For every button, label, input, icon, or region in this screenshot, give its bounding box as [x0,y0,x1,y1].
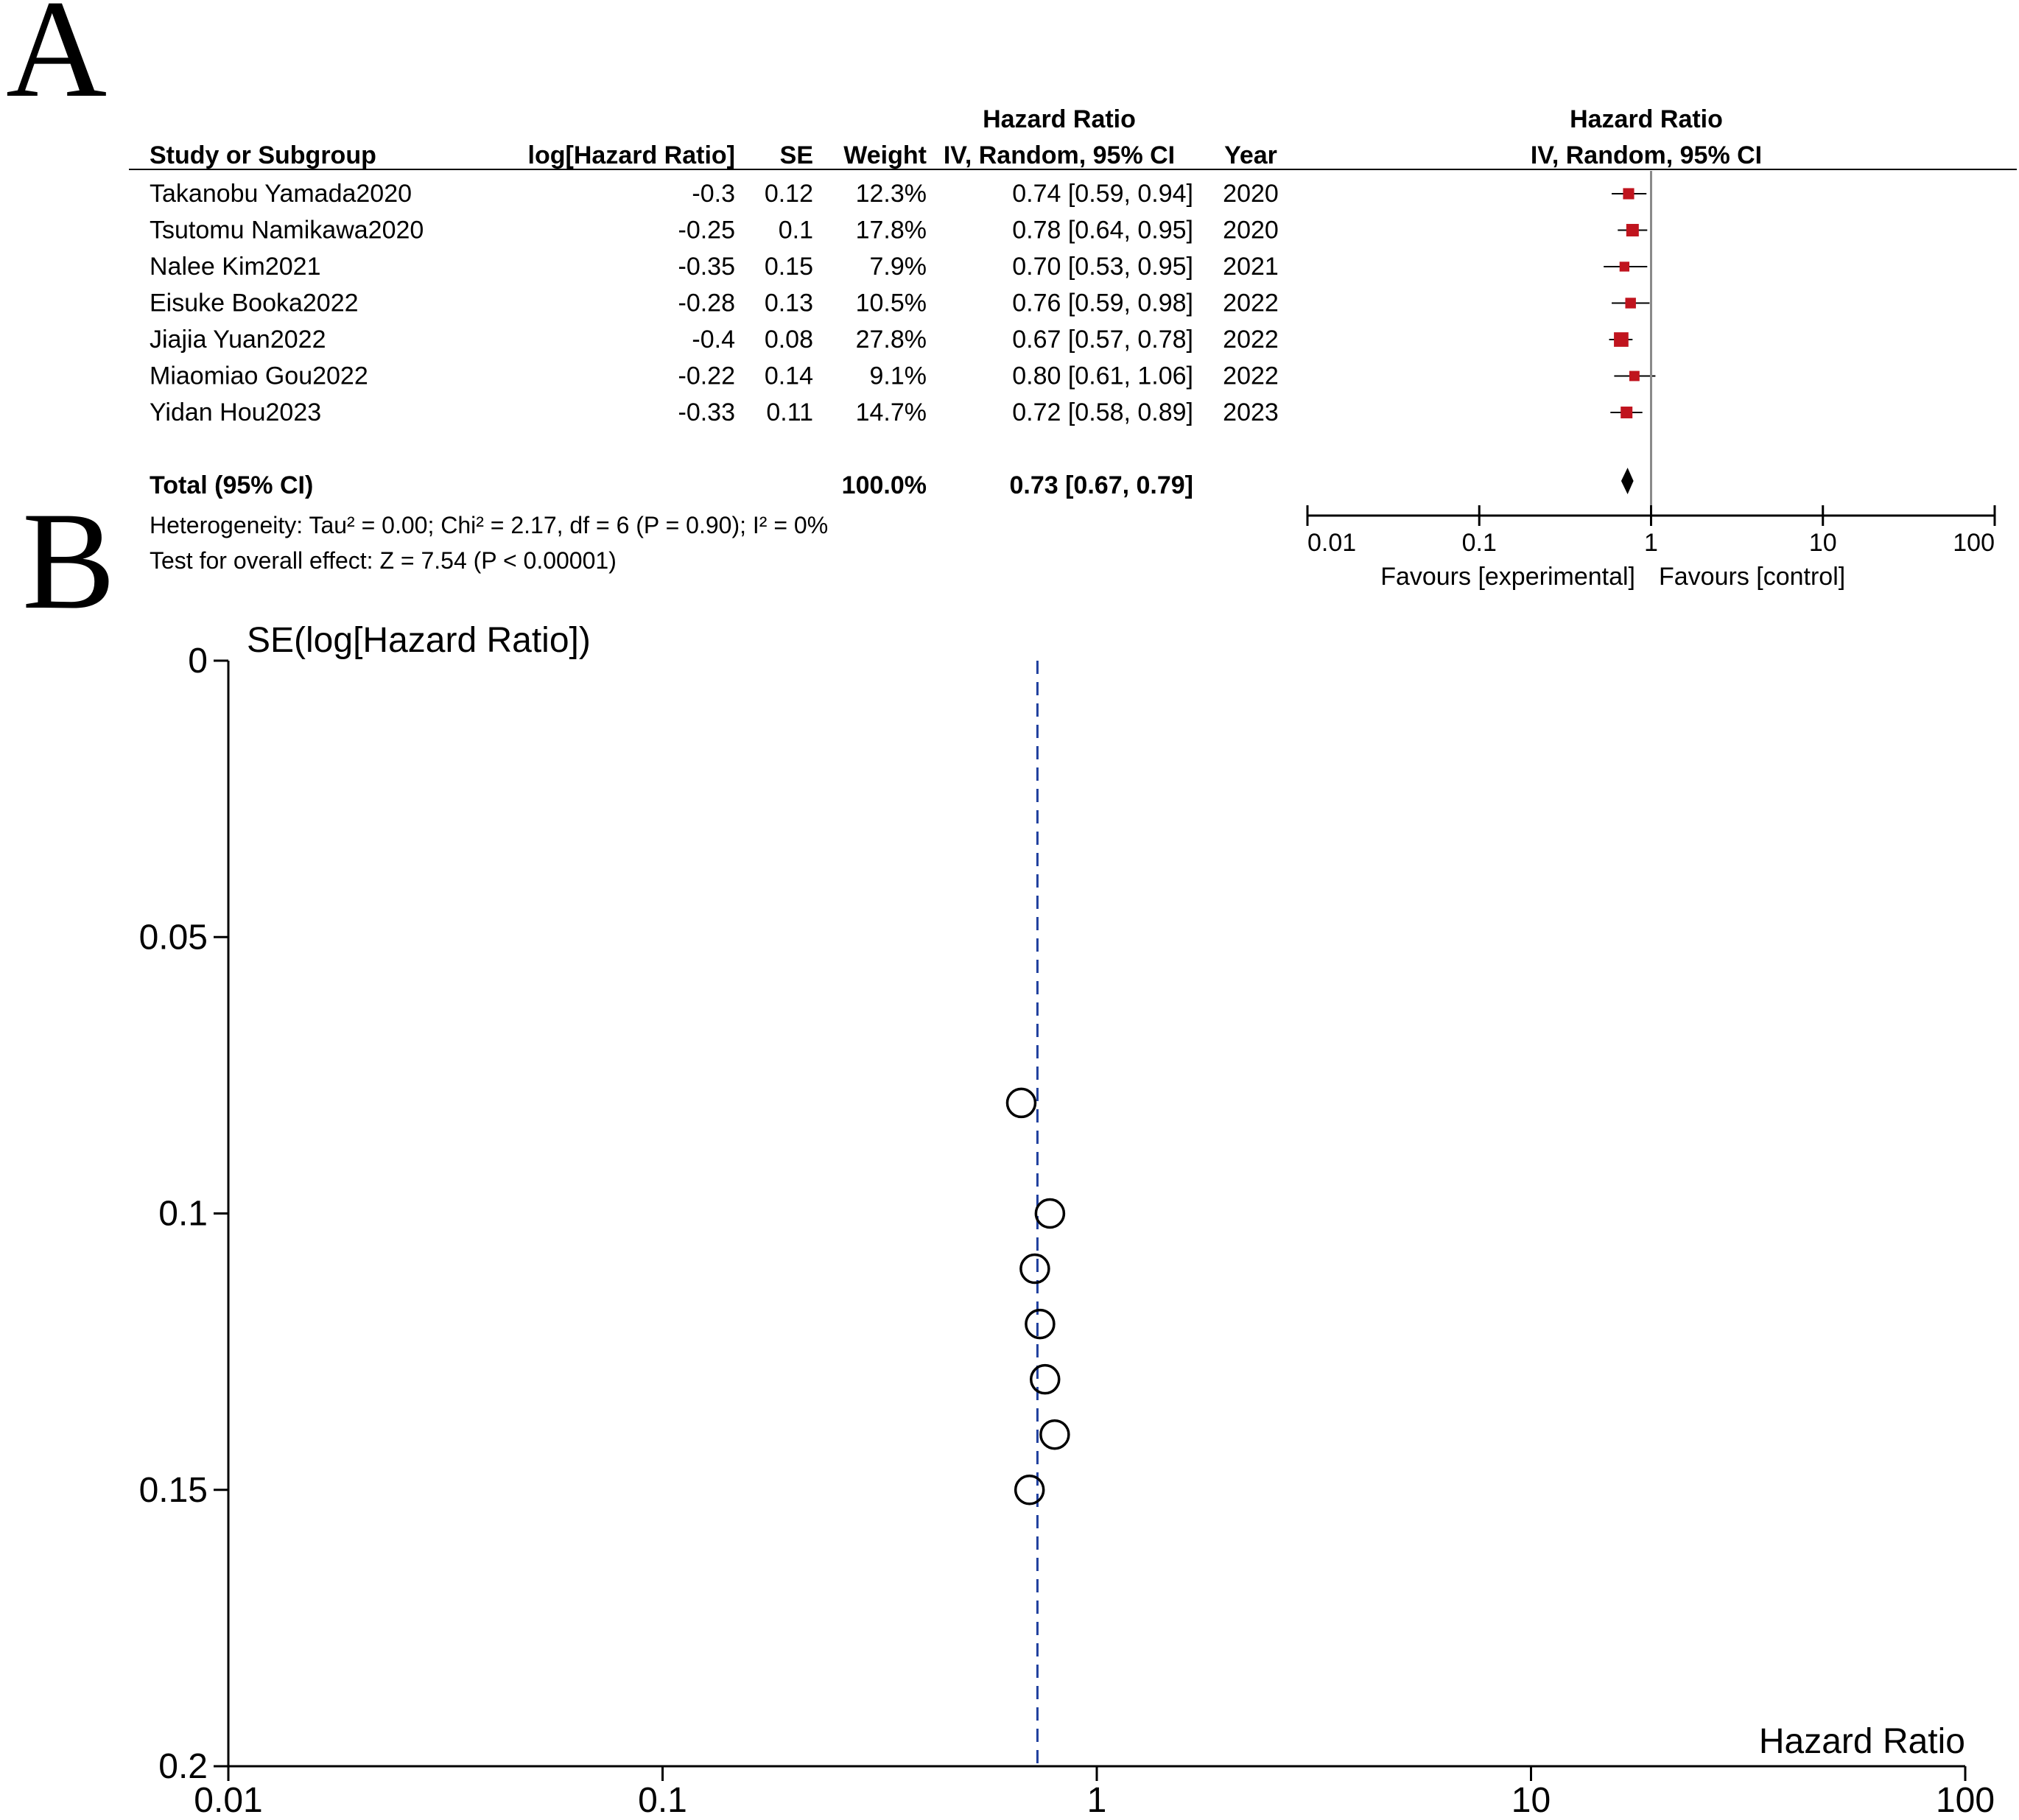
study-row [150,180,1279,208]
study-se: 0.14 [764,362,813,390]
study-se: 0.12 [764,180,813,208]
study-weight: 14.7% [855,398,927,426]
funnel-axes [139,642,1995,1820]
funnel-point [1016,1476,1044,1504]
funnel-x-label: Hazard Ratio [1758,1722,1965,1761]
study-name: Takanobu Yamada2020 [150,180,412,208]
study-square [1621,407,1632,418]
funnel-y-tick-label: 0.05 [138,918,208,958]
panel-label-a: A [6,0,108,127]
study-loghr: -0.35 [678,253,735,281]
study-loghr: -0.28 [678,289,735,317]
ci-group-header: Hazard Ratio [983,105,1136,133]
study-row [150,326,1279,354]
plot-header-subtitle: IV, Random, 95% CI [1530,141,1763,169]
study-name: Eisuke Booka2022 [150,289,359,317]
study-ci: 0.67 [0.57, 0.78] [1012,326,1193,354]
favours-right: Favours [control] [1659,563,1846,591]
study-year: 2022 [1223,289,1279,317]
study-loghr: -0.25 [678,216,735,245]
study-square [1626,224,1639,236]
funnel-point [1007,1089,1035,1117]
study-name: Jiajia Yuan2022 [150,326,326,354]
study-year: 2020 [1223,216,1279,245]
funnel-y-label: SE(log[Hazard Ratio]) [247,621,591,660]
study-row [150,253,1279,281]
study-se: 0.11 [766,398,813,426]
study-square [1620,261,1629,271]
study-loghr: -0.33 [678,398,735,426]
study-ci: 0.70 [0.53, 0.95] [1012,253,1193,281]
study-se: 0.15 [764,253,813,281]
study-ci: 0.74 [0.59, 0.94] [1012,180,1193,208]
total-label: Total (95% CI) [150,471,314,499]
col-loghr: log[Hazard Ratio] [527,141,735,169]
study-row [150,289,1279,317]
forest-axis-tick-label: 10 [1808,529,1837,557]
study-weight: 10.5% [855,289,927,317]
col-ci: IV, Random, 95% CI [943,141,1176,169]
heterogeneity-note: Heterogeneity: Tau² = 0.00; Chi² = 2.17, df = 6 (P = 0.90); I² = 0% [150,512,829,538]
funnel-y-tick-label: 0.15 [138,1470,208,1510]
study-ci: 0.72 [0.58, 0.89] [1012,398,1193,426]
plot-header-title: Hazard Ratio [1570,105,1723,133]
study-year: 2022 [1223,362,1279,390]
study-se: 0.13 [764,289,813,317]
study-se: 0.1 [778,216,813,245]
study-loghr: -0.22 [678,362,735,390]
col-year: Year [1224,141,1277,169]
total-ci: 0.73 [0.67, 0.79] [1009,471,1193,499]
col-study: Study or Subgroup [150,141,376,169]
funnel-point [1026,1310,1054,1338]
study-square [1623,188,1634,199]
funnel-point [1036,1200,1064,1228]
study-weight: 17.8% [855,216,927,245]
forest-axis-tick-label: 100 [1953,529,1995,557]
forest-axis [1307,505,1995,557]
col-weight: Weight [843,141,927,169]
study-ci: 0.78 [0.64, 0.95] [1012,216,1193,245]
total-weight: 100.0% [841,471,927,499]
study-loghr: -0.3 [692,180,735,208]
funnel-y-tick-label: 0 [188,642,208,681]
panel-label-b: B [22,484,116,639]
forest-axis-tick-label: 0.01 [1307,529,1357,557]
funnel-x-tick-label: 0.1 [638,1781,687,1820]
study-year: 2022 [1223,326,1279,354]
study-name: Yidan Hou2023 [150,398,322,426]
funnel-x-tick-label: 0.01 [194,1781,263,1820]
study-name: Miaomiao Gou2022 [150,362,368,390]
overall-effect-note: Test for overall effect: Z = 7.54 (P < 0.00001) [150,547,617,574]
study-ci: 0.76 [0.59, 0.98] [1012,289,1193,317]
pooled-diamond [1621,468,1634,494]
study-weight: 12.3% [855,180,927,208]
favours-left: Favours [experimental] [1380,563,1635,591]
study-square [1629,371,1640,382]
funnel-plot [139,621,1995,1820]
col-se: SE [779,141,813,169]
study-name: Tsutomu Namikawa2020 [150,216,424,245]
study-name: Nalee Kim2021 [150,253,321,281]
study-year: 2021 [1223,253,1279,281]
study-year: 2023 [1223,398,1279,426]
study-ci: 0.80 [0.61, 1.06] [1012,362,1193,390]
funnel-x-tick-label: 10 [1511,1781,1551,1820]
forest-axis-tick-label: 0.1 [1461,529,1497,557]
study-square [1614,332,1629,347]
study-row [150,217,1279,245]
study-se: 0.08 [764,326,813,354]
study-row [150,362,1279,390]
forest-axis-tick-label: 1 [1644,529,1658,557]
funnel-x-tick-label: 100 [1935,1781,1995,1820]
study-square [1625,298,1635,308]
study-weight: 7.9% [869,253,927,281]
funnel-point [1041,1421,1069,1449]
study-weight: 9.1% [869,362,927,390]
forest-rows [150,180,1279,426]
study-loghr: -0.4 [692,326,735,354]
funnel-point [1021,1255,1049,1283]
funnel-y-tick-label: 0.1 [158,1194,208,1234]
forest-marks [1604,171,1655,516]
study-row [150,398,1279,426]
funnel-point [1031,1366,1059,1394]
study-year: 2020 [1223,180,1279,208]
funnel-y-tick-label: 0.2 [158,1747,208,1786]
forest-plot [129,105,2017,591]
funnel-x-tick-label: 1 [1086,1781,1107,1820]
study-weight: 27.8% [855,326,927,354]
